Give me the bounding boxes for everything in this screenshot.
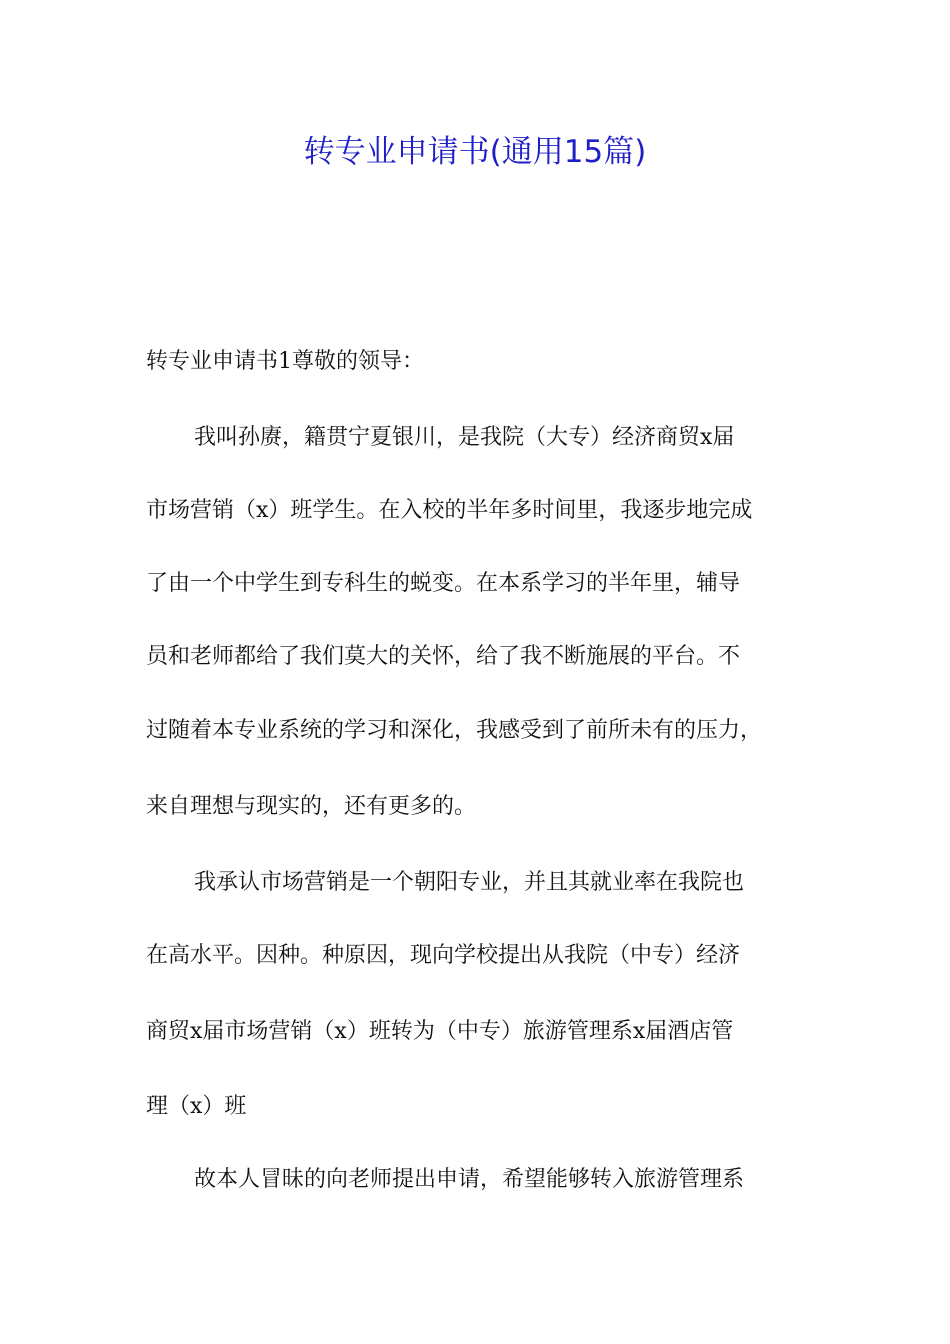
paragraph-1-line-2: 市场营销（x）班学生。在入校的半年多时间里，我逐步地完成 bbox=[146, 498, 753, 523]
paragraph-1-line-3: 了由一个中学生到专科生的蜕变。在本系学习的半年里，辅导 bbox=[146, 571, 741, 596]
paragraph-2-line-3: 商贸x届市场营销（x）班转为（中专）旅游管理系x届酒店管 bbox=[146, 1019, 734, 1044]
paragraph-2-line-1: 我承认市场营销是一个朝阳专业，并且其就业率在我院也 bbox=[194, 870, 745, 895]
paragraph-1-line-4: 员和老师都给了我们莫大的关怀，给了我不断施展的平台。不 bbox=[146, 644, 741, 669]
document-title: 转专业申请书(通用15篇) bbox=[303, 134, 647, 170]
salutation-line: 转专业申请书1尊敬的领导： bbox=[146, 349, 424, 374]
paragraph-1-line-1: 我叫孙赓，籍贯宁夏银川，是我院（大专）经济商贸x届 bbox=[194, 425, 735, 450]
paragraph-1-line-6: 来自理想与现实的，还有更多的。 bbox=[146, 794, 477, 819]
paragraph-3-line-1: 故本人冒昧的向老师提出申请，希望能够转入旅游管理系 bbox=[194, 1167, 745, 1192]
paragraph-2-line-4: 理（x）班 bbox=[146, 1094, 247, 1119]
paragraph-2-line-2: 在高水平。因种。种原因，现向学校提出从我院（中专）经济 bbox=[146, 943, 741, 968]
paragraph-1-line-5: 过随着本专业系统的学习和深化，我感受到了前所未有的压力， bbox=[146, 718, 763, 743]
